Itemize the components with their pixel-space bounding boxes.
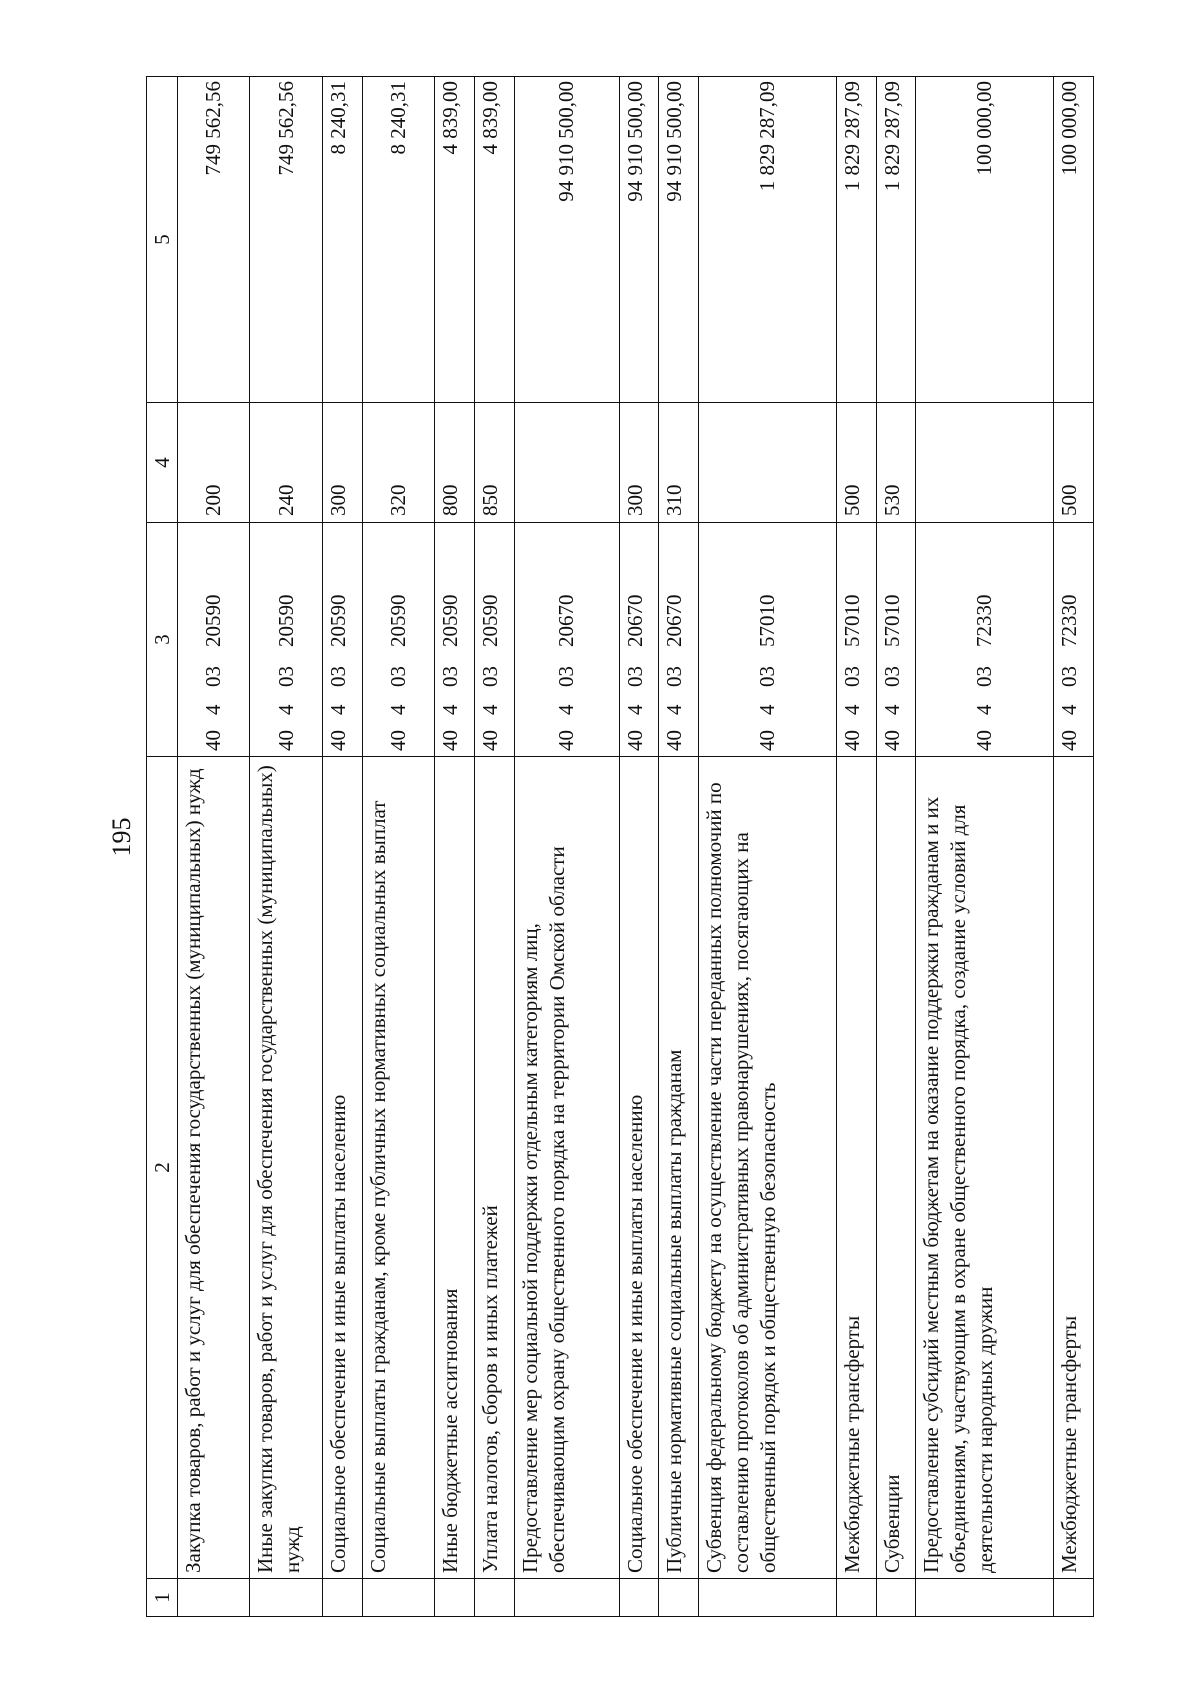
- table-row: [322, 77, 362, 1617]
- row-amount: 100 000,00: [1054, 77, 1094, 403]
- row-expense-kind: 500: [1054, 403, 1094, 523]
- row-code: [836, 523, 876, 757]
- table-row: [514, 77, 619, 1617]
- code-segment: 40: [325, 730, 350, 751]
- col-header-1: 1: [147, 1579, 178, 1617]
- row-amount: 749 562,56: [178, 77, 250, 403]
- row-description: Социальное обеспечение и иные выплаты населению: [322, 757, 362, 1579]
- row-number-cell: [916, 1579, 1054, 1617]
- row-expense-kind: 500: [836, 403, 876, 523]
- row-amount: 100 000,00: [916, 77, 1054, 403]
- table-row: [916, 77, 1054, 1617]
- row-description: Уплата налогов, сборов и иных платежей: [474, 757, 514, 1579]
- row-number-cell: [514, 1579, 619, 1617]
- table-row: [659, 77, 699, 1617]
- table-row: [1054, 77, 1094, 1617]
- row-number-cell: [474, 1579, 514, 1617]
- col-header-5: 5: [147, 77, 178, 403]
- code-segment: 4: [477, 704, 502, 715]
- row-code: [916, 523, 1054, 757]
- table-row: [474, 77, 514, 1617]
- row-number-cell: [659, 1579, 699, 1617]
- row-amount: 94 910 500,00: [659, 77, 699, 403]
- code-segment: 40: [438, 730, 463, 751]
- row-description: Социальные выплаты гражданам, кроме публичных нормативных социальных выплат: [362, 757, 434, 1579]
- row-number-cell: [362, 1579, 434, 1617]
- code-segment: 03: [1057, 666, 1082, 687]
- row-expense-kind: 850: [474, 403, 514, 523]
- row-amount: 94 910 500,00: [619, 77, 659, 403]
- row-code: [619, 523, 659, 757]
- code-segment: 03: [879, 666, 904, 687]
- row-code: [178, 523, 250, 757]
- row-expense-kind: 240: [250, 403, 322, 523]
- col-header-4: 4: [147, 403, 178, 523]
- code-segment: 20590: [273, 594, 298, 647]
- code-segment: 4: [662, 704, 687, 715]
- row-description: Публичные нормативные социальные выплаты гражданам: [659, 757, 699, 1579]
- rotated-table-wrapper: [146, 77, 1094, 1617]
- code-segment: 4: [755, 704, 780, 715]
- row-amount: 4 839,00: [474, 77, 514, 403]
- row-description: Закупка товаров, работ и услуг для обеспечения государственных (муниципальных) нужд: [178, 757, 250, 1579]
- code-segment: 57010: [755, 594, 780, 647]
- table-row: [876, 77, 916, 1617]
- code-segment: 40: [1057, 730, 1082, 751]
- code-segment: 03: [385, 666, 410, 687]
- row-expense-kind: 200: [178, 403, 250, 523]
- row-description: Межбюджетные трансферты: [1054, 757, 1094, 1579]
- code-segment: 40: [554, 730, 579, 751]
- row-number-cell: [699, 1579, 837, 1617]
- table-row: [178, 77, 250, 1617]
- header-row: [147, 77, 178, 1617]
- code-segment: 40: [622, 730, 647, 751]
- row-description: Предоставление мер социальной поддержки отдельным категориям лиц, обеспечивающим охрану общественного порядка на территории Омской области: [514, 757, 619, 1579]
- row-number-cell: [178, 1579, 250, 1617]
- code-segment: 03: [622, 666, 647, 687]
- code-segment: 20590: [201, 594, 226, 647]
- code-segment: 20590: [325, 594, 350, 647]
- row-expense-kind: 300: [322, 403, 362, 523]
- code-segment: 20670: [662, 594, 687, 647]
- code-segment: 4: [972, 704, 997, 715]
- row-code: [1054, 523, 1094, 757]
- code-segment: 03: [273, 666, 298, 687]
- code-segment: 72330: [1057, 594, 1082, 647]
- row-code: [659, 523, 699, 757]
- code-segment: 4: [201, 704, 226, 715]
- code-segment: 40: [385, 730, 410, 751]
- row-expense-kind: 530: [876, 403, 916, 523]
- row-expense-kind: 800: [435, 403, 475, 523]
- code-segment: 20670: [622, 594, 647, 647]
- page-number: 195: [107, 817, 136, 857]
- row-number-cell: [1054, 1579, 1094, 1617]
- code-segment: 40: [839, 730, 864, 751]
- budget-table: [146, 76, 1094, 1617]
- row-number-cell: [322, 1579, 362, 1617]
- code-segment: 03: [662, 666, 687, 687]
- table-row: [435, 77, 475, 1617]
- row-number-cell: [435, 1579, 475, 1617]
- code-segment: 57010: [879, 594, 904, 647]
- code-segment: 03: [477, 666, 502, 687]
- row-amount: 1 829 287,09: [699, 77, 837, 403]
- row-code: [514, 523, 619, 757]
- code-segment: 57010: [839, 594, 864, 647]
- code-segment: 4: [1057, 704, 1082, 715]
- row-amount: 4 839,00: [435, 77, 475, 403]
- row-description: Иные закупки товаров, работ и услуг для обеспечения государственных (муниципальных) нужд: [250, 757, 322, 1579]
- row-description: Социальное обеспечение и иные выплаты населению: [619, 757, 659, 1579]
- row-code: [876, 523, 916, 757]
- row-amount: 8 240,31: [322, 77, 362, 403]
- code-segment: 03: [201, 666, 226, 687]
- row-expense-kind: [514, 403, 619, 523]
- code-segment: 4: [554, 704, 579, 715]
- code-segment: 03: [554, 666, 579, 687]
- code-segment: 40: [201, 730, 226, 751]
- row-description: Межбюджетные трансферты: [836, 757, 876, 1579]
- code-segment: 40: [755, 730, 780, 751]
- table-body: [178, 77, 1094, 1617]
- row-amount: 1 829 287,09: [876, 77, 916, 403]
- row-expense-kind: 310: [659, 403, 699, 523]
- row-description: Предоставление субсидий местным бюджетам на оказание поддержки гражданам и их объединениям, участвующим в охране общественного порядка, создание условий для деятельности народных дружин: [916, 757, 1054, 1579]
- row-expense-kind: [916, 403, 1054, 523]
- code-segment: 4: [438, 704, 463, 715]
- code-segment: 40: [972, 730, 997, 751]
- table-row: [362, 77, 434, 1617]
- code-segment: 40: [879, 730, 904, 751]
- row-code: [435, 523, 475, 757]
- row-code: [474, 523, 514, 757]
- row-code: [250, 523, 322, 757]
- row-number-cell: [619, 1579, 659, 1617]
- row-number-cell: [876, 1579, 916, 1617]
- code-segment: 4: [385, 704, 410, 715]
- code-segment: 40: [662, 730, 687, 751]
- code-segment: 03: [325, 666, 350, 687]
- code-segment: 20590: [385, 594, 410, 647]
- row-number-cell: [836, 1579, 876, 1617]
- code-segment: 72330: [972, 594, 997, 647]
- row-amount: 8 240,31: [362, 77, 434, 403]
- col-header-2: 2: [147, 757, 178, 1579]
- row-amount: 1 829 287,09: [836, 77, 876, 403]
- code-segment: 03: [755, 666, 780, 687]
- row-code: [699, 523, 837, 757]
- row-number-cell: [250, 1579, 322, 1617]
- code-segment: 03: [972, 666, 997, 687]
- code-segment: 4: [879, 704, 904, 715]
- row-expense-kind: 300: [619, 403, 659, 523]
- row-description: Субвенции: [876, 757, 916, 1579]
- row-code: [362, 523, 434, 757]
- code-segment: 20670: [554, 594, 579, 647]
- code-segment: 4: [325, 704, 350, 715]
- row-code: [322, 523, 362, 757]
- code-segment: 03: [438, 666, 463, 687]
- table-row: [250, 77, 322, 1617]
- row-amount: 94 910 500,00: [514, 77, 619, 403]
- row-expense-kind: [699, 403, 837, 523]
- row-expense-kind: 320: [362, 403, 434, 523]
- row-description: Иные бюджетные ассигнования: [435, 757, 475, 1579]
- col-header-3: 3: [147, 523, 178, 757]
- code-segment: 20590: [438, 594, 463, 647]
- code-segment: 4: [839, 704, 864, 715]
- code-segment: 40: [273, 730, 298, 751]
- table-row: [699, 77, 837, 1617]
- code-segment: 20590: [477, 594, 502, 647]
- code-segment: 03: [839, 666, 864, 687]
- code-segment: 40: [477, 730, 502, 751]
- code-segment: 4: [622, 704, 647, 715]
- code-segment: 4: [273, 704, 298, 715]
- row-description: Субвенция федеральному бюджету на осуществление части переданных полномочий по составлению протоколов об административных правонарушениях, посягающих на общественный порядок и общественную безопасность: [699, 757, 837, 1579]
- row-amount: 749 562,56: [250, 77, 322, 403]
- table-row: [619, 77, 659, 1617]
- table-row: [836, 77, 876, 1617]
